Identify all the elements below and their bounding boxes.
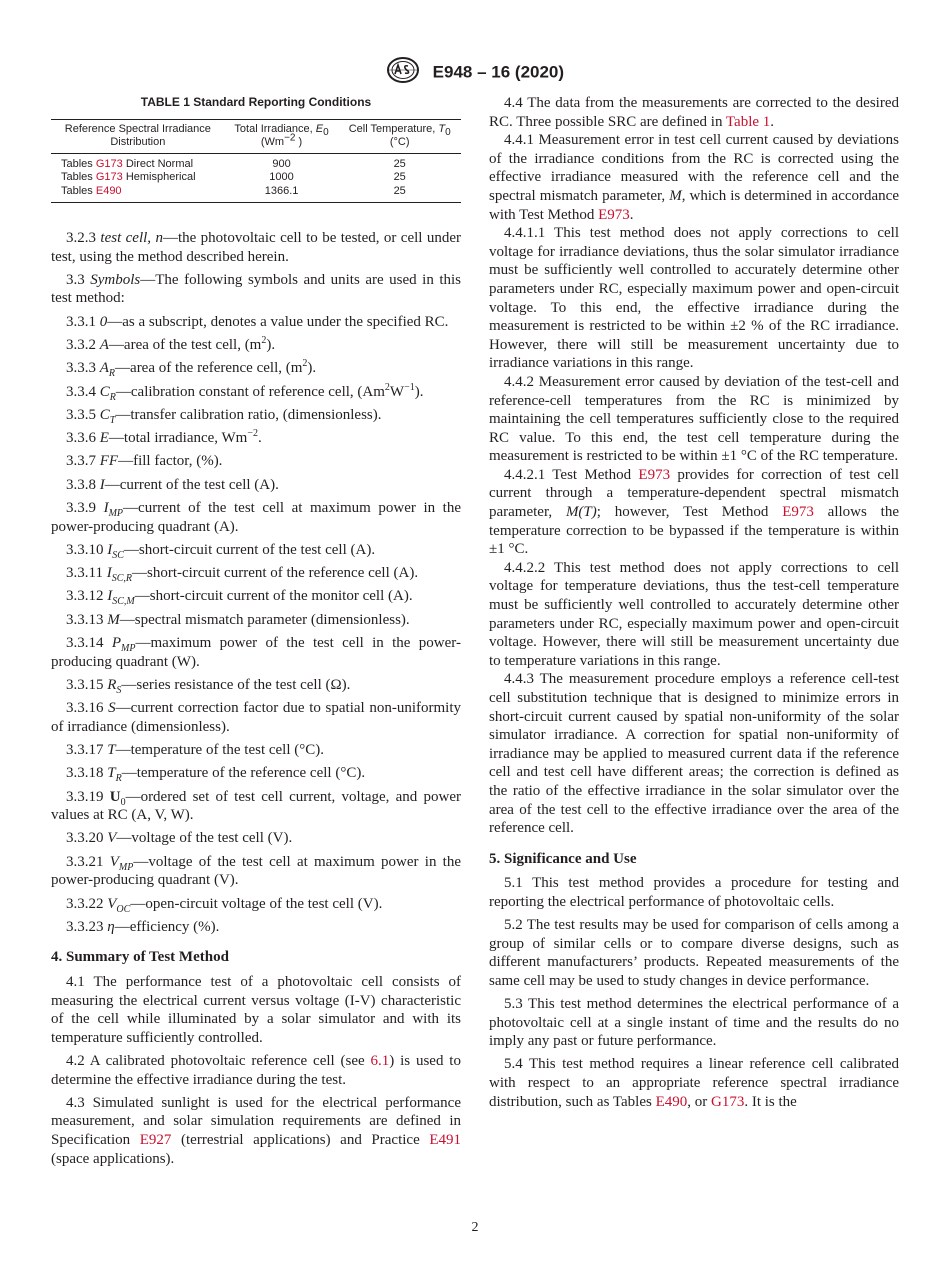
section-4-heading: 4. Summary of Test Method — [51, 949, 229, 966]
para-4-4-2: 4.4.2 Measurement error caused by deviation of the test-cell and reference-cell temperatures from the RC is minimized by maintaining the cell temperatures sufficiently close to the required RC value. To this end, the test cell temperature during the measurement is restricted to be within ±1 °C of the RC temperature. — [489, 373, 899, 465]
page-header — [0, 56, 950, 89]
symbol-def: 3.3.16 S—current correction factor due to spatial non-uniformity of irradiance (dimensionless). — [51, 700, 462, 735]
symbol-def: 3.3.6 E—total irradiance, $Wm^{-2}$. — [66, 428, 262, 447]
symbol-def: 3.3.18 $T_R—temperature$ of the reference cell (°C). — [66, 765, 366, 785]
e973-link[interactable]: E973 — [598, 206, 630, 223]
right-column — [489, 94, 899, 1116]
table-cell-distribution: Tables E490 — [61, 184, 122, 197]
e927-link[interactable]: E927 — [139, 1131, 172, 1148]
symbol-def: 3.3.13 M—spectral mismatch parameter (dimensionless). — [66, 611, 410, 628]
e973-link[interactable]: E973 — [638, 466, 671, 483]
para-4-4-2-2: 4.4.2.2 This test method does not apply corrections to cell voltage for temperature deviations, thus the test-cell temperature must be sufficiently well controlled to accurately determine other parameters under RC, especially maximum power and open-circuit voltage. However, there will still be measurement uncertainty due to temperature variations in this range. — [489, 559, 899, 669]
symbol-def: 3.3.23 η—efficiency (%). — [66, 918, 220, 935]
symbol-def: 3.3.10 $I_{SC}—short$-circuit current of the test cell (A). — [66, 541, 376, 561]
e490-link[interactable]: E490 — [655, 1093, 688, 1110]
para-5-2: 5.2 The test results may be used for comparison of cells among a group of similar cells or to compare diverse designs, such as different manufacturers’ products. Repeated measurements of the same cell may be used to study changes in device performance. — [489, 917, 899, 989]
table-row — [51, 153, 461, 171]
e490-link[interactable]: E490 — [95, 184, 122, 197]
symbol-def: 3.3.14 $P_{MP}—maximum$ power of the test cell in the power-producing quadrant (W). — [51, 634, 461, 670]
table-header-row — [51, 119, 461, 153]
symbol-def: 3.3.1 0—as a subscript, denotes a value under the specified RC. — [66, 313, 449, 330]
left-column — [51, 93, 461, 1173]
symbol-def: 3.3.22 $V_{OC}—open$-circuit voltage of the test cell (V). — [66, 895, 383, 915]
e491-link[interactable]: E491 — [429, 1131, 461, 1148]
table-cell-temperature: 25 — [393, 171, 406, 184]
para-3-3: 3.3 Symbols—The following symbols and units are used in this test method: — [51, 271, 461, 307]
para-4-4: 4.4 The data from the measurements are corrected to the desired RC. Three possible SRC are defined in Table 1. — [489, 95, 899, 130]
g173-link[interactable]: G173 — [95, 171, 123, 184]
symbol-def: 3.3.8 I—current of the test cell (A). — [66, 476, 279, 493]
para-4-2: 4.2 A calibrated photovoltaic reference cell (see 6.1) is used to determine the effective irradiance during the test. — [51, 1052, 461, 1088]
table-cell-irradiance: 1366.1 — [264, 184, 299, 197]
symbol-def: 3.3.11 $I_{SC,R}—short$-circuit current of the reference cell (A). — [66, 565, 419, 585]
reporting-conditions-table — [51, 119, 461, 204]
table-cell-irradiance: 900 — [272, 157, 291, 170]
symbol-def: 3.3.3 $A_R—area$ of the reference cell, $(m^2)$. — [66, 358, 317, 380]
table-cell-distribution: Tables G173 Direct Normal — [61, 157, 194, 170]
symbol-def: 3.3.4 $C_R—calibration$ constant of reference cell, $(Am^2W^{-1})$. — [66, 381, 424, 403]
symbol-def: 3.3.15 $R_S—series$ resistance of the test cell (Ω). — [66, 676, 351, 696]
col-header-temperature: Cell Temperature, $T_0$ (°C) — [338, 119, 461, 153]
e973-link[interactable]: E973 — [782, 504, 814, 521]
para-4-4-1-1: 4.4.1.1 This test method does not apply corrections to cell voltage for irradiance deviations, thus the solar simulator irradiance must be sufficiently well controlled to accurately determine other parameters under RC, especially maximum power and open-circuit voltage. To this end, the effective irradiance during the measurement is restricted to be within ±2 % of the RC irradiance. However, there will still be measurement uncertainty due to irradiance variations in this range. — [489, 225, 899, 372]
table-title: TABLE 1 Standard Reporting Conditions — [140, 95, 372, 109]
para-5-3: 5.3 This test method determines the electrical performance of a photovoltaic cell at a single instant of time and the results do no imply any past or future performance. — [489, 996, 899, 1050]
para-4-1: 4.1 The performance test of a photovoltaic cell consists of measuring the electrical current versus voltage (I-V) characteristic of the cell while illuminated by a solar simulator and with its temperature sufficiently controlled. — [51, 974, 461, 1046]
table-cell-distribution: Tables G173 Hemispherical — [61, 171, 196, 184]
table-cell-temperature: 25 — [393, 184, 406, 197]
symbol-def: 3.3.5 $C_T—transfer$ calibration ratio, (dimensionless). — [66, 406, 382, 426]
para-5-1: 5.1 This test method provides a procedure for testing and reporting the electrical performance of photovoltaic cells. — [489, 875, 899, 910]
para-4-4-3: 4.4.3 The measurement procedure employs a reference cell-test cell substitution technique that is designed to minimize errors in short-circuit current caused by spatial non-uniformity of the solar simulator irradiance. A correction for spatial non-uniformity of irradiance may be applied to measured current data if the reference cell and test cell have different areas; the correction is defined as the ratio of the effective irradiance in the solar simulator over the area of the test cell to the effective irradiance over the area of the reference cell. — [489, 671, 899, 837]
symbol-def: 3.3.2 A—area of the test cell, $(m^2)$. — [66, 334, 276, 353]
symbol-def: 3.3.12 $I_{SC,M}—short$-circuit current of the monitor cell (A). — [66, 588, 413, 608]
para-3-2-3: 3.2.3 test cell, n—the photovoltaic cell to be tested, or cell under test, using the method described herein. — [51, 230, 462, 265]
symbol-def: 3.3.9 $I_{MP}—current$ of the test cell at maximum power in the power-producing quadrant (A). — [51, 499, 462, 535]
table-row — [51, 185, 461, 203]
section-6-1-link[interactable]: 6.1 — [370, 1052, 390, 1069]
table-row — [51, 171, 461, 185]
para-4-4-1: 4.4.1 Measurement error in test cell current caused by deviations of the irradiance conditions from the RC is corrected using the effective irradiance measured with the reference cell and the spectral mismatch parameter, M, which is determined in accordance with Test Method E973. — [489, 132, 899, 223]
symbol-def: 3.3.19 $U_0—ordered$ set of test cell current, voltage, and power values at RC (A, V, W). — [51, 788, 461, 824]
symbol-def: 3.3.17 T—temperature of the test cell (°C). — [66, 741, 325, 758]
g173-link[interactable]: G173 — [95, 157, 123, 170]
para-4-4-2-1: 4.4.2.1 Test Method E973 provides for correction of test cell current through a temperature-dependent spectral mismatch parameter, M(T); however, Test Method E973 allows the temperature correction to be bypassed if the temperature is within ±1 °C. — [489, 466, 900, 558]
para-4-3: 4.3 Simulated sunlight is used for the electrical performance measurement, and solar simulation requirements are defined in Specification E927 (terrestrial applications) and Practice E491 (space applications). — [51, 1094, 461, 1167]
symbol-def: 3.3.20 V—voltage of the test cell (V). — [66, 830, 293, 847]
para-5-4: 5.4 This test method requires a linear reference cell calibrated with respect to an appropriate reference spectral irradiance distribution, such as Tables E490, or G173. It is the — [489, 1056, 899, 1110]
page-number: 2 — [471, 1220, 479, 1235]
symbol-def: 3.3.7 FF—fill factor, (%). — [66, 453, 223, 470]
col-header-distribution: Reference Spectral Irradiance Distribution — [51, 119, 225, 153]
astm-logo-icon — [386, 56, 420, 89]
col-header-irradiance: Total Irradiance, $E_0$ ($Wm^{-2}$ ) — [225, 119, 339, 153]
section-5-heading: 5. Significance and Use — [489, 850, 637, 867]
document-code: E948 – 16 (2020) — [432, 62, 565, 82]
table-cell-irradiance: 1000 — [269, 171, 294, 184]
symbol-def: 3.3.21 $V_{MP}—voltage$ of the test cell at maximum power in the power-producing quadrant (V). — [51, 853, 461, 889]
g173-link[interactable]: G173 — [711, 1093, 745, 1110]
table-cell-temperature: 25 — [393, 157, 406, 170]
table-1-link[interactable]: Table 1 — [725, 113, 771, 130]
